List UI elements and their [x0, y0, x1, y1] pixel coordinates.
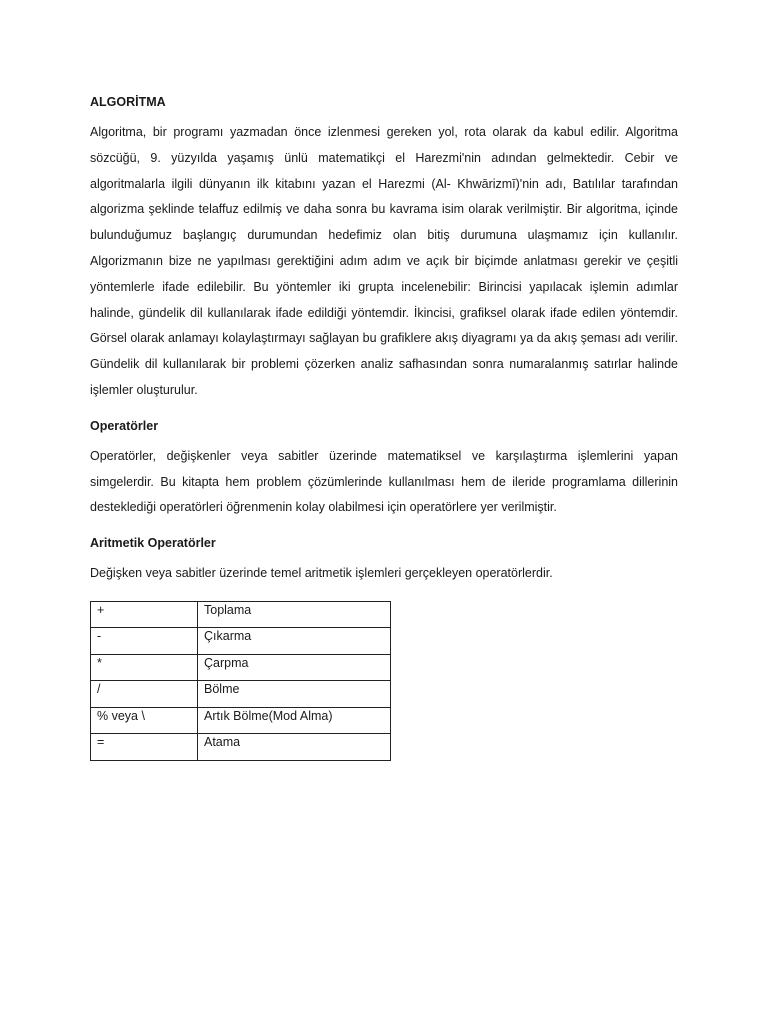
operators-table	[90, 601, 391, 761]
table-row	[91, 734, 391, 761]
table-cell-meaning: Bölme	[198, 681, 391, 708]
table-row	[91, 707, 391, 734]
table-cell-symbol: =	[91, 734, 198, 761]
section-title-operators: Operatörler	[90, 418, 159, 433]
document-title: ALGORİTMA	[90, 95, 166, 109]
paragraph-operators: Operatörler, değişkenler veya sabitler üzerinde matematiksel ve karşılaştırma işlemlerini yapan simgelerdir. Bu kitapta hem problem çözümlerinde kullanılması hem de ileride programlama dillerinin desteklediği operatörleri öğrenmenin kolay olabilmesi için operatörlere yer verilmiştir.	[90, 448, 678, 515]
document-page	[90, 92, 678, 761]
table-cell-meaning: Toplama	[198, 601, 391, 628]
table-cell-symbol: +	[91, 601, 198, 628]
table-cell-meaning: Atama	[198, 734, 391, 761]
table-row	[91, 654, 391, 681]
table-cell-symbol: % veya \	[91, 707, 198, 734]
table-cell-symbol: -	[91, 628, 198, 655]
table-cell-meaning: Çıkarma	[198, 628, 391, 655]
paragraph-algorithm: Algoritma, bir programı yazmadan önce izlenmesi gereken yol, rota olarak da kabul edilir. Algoritma sözcüğü, 9. yüzyılda yaşamış ünlü matematikçi el Harezmi'nin adından gelmektedir. Cebir ve algoritmalarla ilgili dünyanın ilk kitabını yazan el Harezmi (Al- Khwārizmī)'nin adı, Batılılar tarafından algorizma şeklinde telaffuz edilmiş ve daha sonra bu kavrama isim olarak verilmiştir. Bir algoritma, içinde bulunduğumuz başlangıç durumundan hedefimiz olan bitiş durumuna ulaşmamız için kullanılır. Algorizmanın bize ne yapılması gerektiğini adım adım ve açık bir biçimde anlatması gerekir ve çeşitli yöntemlerle ifade edilebilir. Bu yöntemler iki grupta incelenebilir: Birincisi yapılacak işlemin adımlar halinde, gündelik dil kullanılarak ifade edildiği yöntemdir. İkincisi, grafiksel olarak ifade edilen yöntemdir. Görsel olarak anlamayı kolaylaştırmayı sağlayan bu grafiklere akış diyagramı ya da akış şeması adı verilir. Gündelik dil kullanılarak bir problemi çözerken analiz safhasından sonra numaralanmış satırlar halinde işlemler oluşturulur.	[90, 125, 678, 397]
section-title-arithmetic-operators: Aritmetik Operatörler	[90, 536, 216, 551]
table-cell-meaning: Artık Bölme(Mod Alma)	[198, 707, 391, 734]
table-cell-symbol: *	[91, 654, 198, 681]
table-row	[91, 681, 391, 708]
table-row	[91, 601, 391, 628]
paragraph-arithmetic-operators: Değişken veya sabitler üzerinde temel aritmetik işlemleri gerçekleyen operatörlerdir.	[90, 566, 553, 581]
table-cell-meaning: Çarpma	[198, 654, 391, 681]
table-cell-symbol: /	[91, 681, 198, 708]
table-row	[91, 628, 391, 655]
